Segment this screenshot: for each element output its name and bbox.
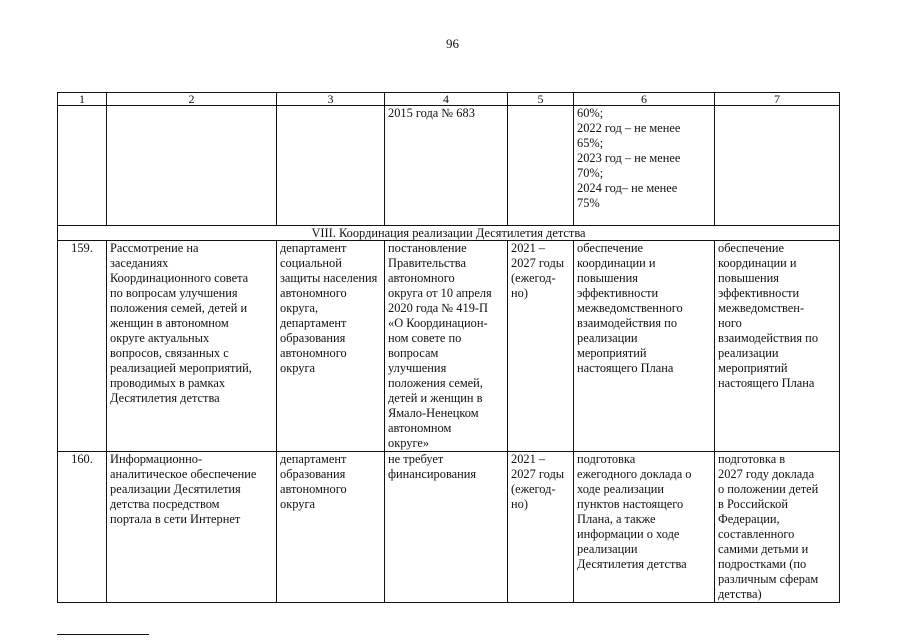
cell-text-line: Правительства [388,256,466,270]
cell-text-line: социальной [280,256,342,270]
result-cell [574,452,715,603]
cell-text-line: реализации [577,542,638,556]
cell-text-line: 75% [577,196,600,210]
cell-text-line: детства посредством [110,497,220,511]
cell-text-line: аналитическое обеспечение [110,467,257,481]
cell-text-line: составленного [718,527,795,541]
cell-text-line: координации и [718,256,797,270]
cell-text-line: 2024 год– не менее [577,181,678,195]
page-number: 96 [446,36,459,51]
cell-text-line: межведомствен- [718,301,805,315]
cell-text-line: взаимодействия по [577,316,678,330]
cell-text-line: 65%; [577,136,604,150]
activity-cell [107,452,277,603]
cell-text-line: образования [280,331,346,345]
cell-text-line: в Российской [718,497,789,511]
cell-text-line: Десятилетия детства [577,557,687,571]
legal-basis-cell [385,106,508,226]
cell-text-line: образования [280,467,346,481]
cell-text-line: настоящего Плана [718,376,815,390]
column-number: 4 [385,93,508,106]
executor-cell [277,241,385,452]
cell-text-line: повышения [577,271,639,285]
cell-text-line: вопросам [388,346,439,360]
cell-text-line: защиты населения [280,271,378,285]
cell-text-line: автономного [280,286,347,300]
section-row [58,226,840,241]
cell-text-line: но) [511,497,528,511]
cell-text-line: обеспечение [718,241,784,255]
plan-table [57,92,840,603]
cell-text-line: автономного [388,271,455,285]
column-number: 1 [58,93,107,106]
cell-text-line: (ежегод- [511,482,556,496]
column-number: 3 [277,93,385,106]
table-cell [58,106,107,226]
cell-text-line: обеспечение [577,241,643,255]
cell-text-line: взаимодействия по [718,331,819,345]
table-cell [508,106,574,226]
period-cell [508,452,574,603]
cell-text-line: автономном [388,421,452,435]
cell-text-line: 2015 года № 683 [388,106,475,120]
cell-text-line: заседаниях [110,256,169,270]
cell-text-line: департамент [280,452,347,466]
cell-text-line: Десятилетия детства [110,391,220,405]
cell-text-line: ном совете по [388,331,462,345]
cell-text-line: по вопросам улучшения [110,286,238,300]
cell-text-line: реализации [577,331,638,345]
cell-text-line: пунктов настоящего [577,497,684,511]
table-row [58,241,840,452]
cell-text-line: округа от 10 апреля [388,286,492,300]
cell-text-line: 2020 года № 419-П [388,301,488,315]
table-row [58,452,840,603]
table-cell [715,106,840,226]
cell-text-line: финансирования [388,467,477,481]
cell-text-line: положения семей, [388,376,483,390]
footnote-divider [57,634,149,635]
cell-text-line: эффективности [577,286,659,300]
cell-text-line: мероприятий [577,346,647,360]
period-cell [508,241,574,452]
row-number: 160. [58,452,107,603]
cell-text-line: автономного [280,482,347,496]
cell-text-line: положения семей, детей и [110,301,248,315]
outcome-cell [715,241,840,452]
cell-text-line: Федерации, [718,512,780,526]
cell-text-line: автономного [280,346,347,360]
legal-basis-cell [385,452,508,603]
cell-text-line: самими детьми и [718,542,809,556]
cell-text-line: округа [280,361,316,375]
cell-text-line: подготовка в [718,452,786,466]
activity-cell [107,241,277,452]
cell-text-line: округе» [388,436,430,450]
cell-text-line: 2021 – [511,452,546,466]
cell-text-line: межведомственного [577,301,683,315]
cell-text-line: не требует [388,452,444,466]
cell-text-line: округа, [280,301,319,315]
cell-text-line: ходе реализации [577,482,665,496]
column-number: 5 [508,93,574,106]
cell-text-line: 2027 годы [511,256,565,270]
cell-text-line: (ежегод- [511,271,556,285]
executor-cell [277,452,385,603]
cell-text-line: округе актуальных [110,331,210,345]
column-number: 7 [715,93,840,106]
cell-text-line: ежегодного доклада о [577,467,692,481]
cell-text-line: 2023 год – не менее [577,151,681,165]
continuation-row [58,106,840,226]
cell-text-line: детей и женщин в [388,391,483,405]
cell-text-line: 2021 – [511,241,546,255]
cell-text-line: различным сферам [718,572,819,586]
cell-text-line: департамент [280,241,347,255]
cell-text-line: эффективности [718,286,800,300]
cell-text-line: «О Координацион- [388,316,488,330]
cell-text-line: настоящего Плана [577,361,674,375]
cell-text-line: 60%; [577,106,604,120]
cell-text-line: департамент [280,316,347,330]
cell-text-line: портала в сети Интернет [110,512,241,526]
cell-text-line: Ямало-Ненецком [388,406,479,420]
result-cell [574,106,715,226]
cell-text-line: 2022 год – не менее [577,121,681,135]
cell-text-line: мероприятий [718,361,788,375]
cell-text-line: улучшения [388,361,447,375]
row-number: 159. [58,241,107,452]
cell-text-line: реализации [718,346,779,360]
cell-text-line: повышения [718,271,780,285]
legal-basis-cell [385,241,508,452]
column-number-row [58,93,840,106]
cell-text-line: вопросов, связанных с [110,346,229,360]
cell-text-line: реализацией мероприятий, [110,361,252,375]
cell-text-line: женщин в автономном [110,316,229,330]
cell-text-line: 2027 годы [511,467,565,481]
column-number: 6 [574,93,715,106]
cell-text-line: координации и [577,256,656,270]
cell-text-line: 70%; [577,166,604,180]
outcome-cell [715,452,840,603]
table-cell [107,106,277,226]
table-cell [277,106,385,226]
cell-text-line: реализации Десятилетия [110,482,241,496]
section-title: VIII. Координация реализации Десятилетия детства [58,226,840,241]
cell-text-line: Информационно- [110,452,203,466]
column-number: 2 [107,93,277,106]
cell-text-line: Плана, а также [577,512,656,526]
cell-text-line: постановление [388,241,467,255]
cell-text-line: Рассмотрение на [110,241,199,255]
cell-text-line: но) [511,286,528,300]
cell-text-line: 2027 году доклада [718,467,815,481]
cell-text-line: подготовка [577,452,636,466]
cell-text-line: детства) [718,587,762,601]
cell-text-line: подростками (по [718,557,807,571]
cell-text-line: о положении детей [718,482,819,496]
cell-text-line: Координационного совета [110,271,249,285]
result-cell [574,241,715,452]
cell-text-line: проводимых в рамках [110,376,226,390]
cell-text-line: информации о ходе [577,527,680,541]
cell-text-line: округа [280,497,316,511]
cell-text-line: ного [718,316,742,330]
